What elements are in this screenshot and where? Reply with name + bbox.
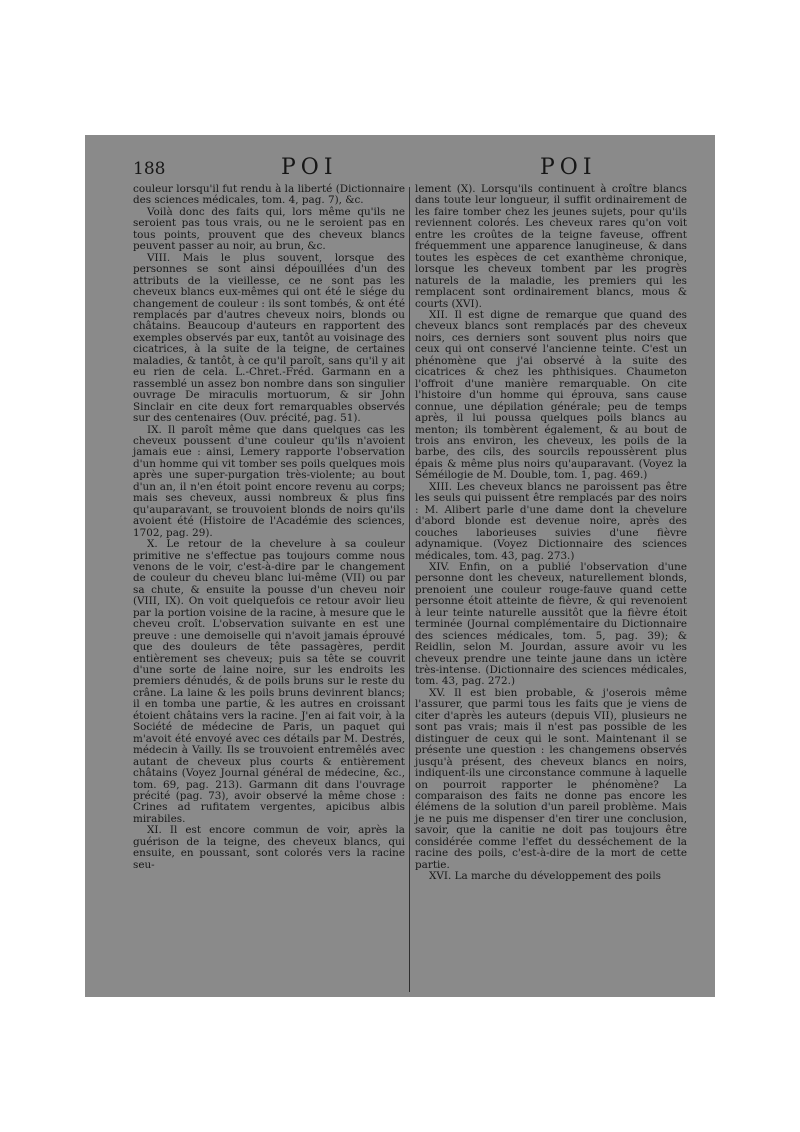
running-head-right: POI: [540, 155, 597, 180]
page-header: [133, 155, 713, 185]
paragraph: lement (X). Lorsqu'ils continuent à croître blancs dans toute leur longueur, il suffit ordinairement de les faire tomber chez les jeunes sujets, pour qu'ils reviennent colorés. Les cheveux rares qu'on voit entre les croûtes de la teigne faveuse, offrent fréquemment une apparence lanugineuse, & dans toutes les espèces de cet exanthème chronique, lorsque les cheveux tombent par les progrès naturels de la maladie, les premiers qui les remplacent sont ordinairement blancs, mous & courts (XVI).: [415, 183, 687, 310]
page-number: 188: [133, 159, 166, 179]
paragraph: XIV. Enfin, on a publié l'observation d'une personne dont les cheveux, naturellement blonds, prenoient une couleur rouge-fauve quand cette personne étoit atteinte de fièvre, & qui revenoient à leur teinte naturelle aussitôt que la fièvre étoit terminée (Journal complémentaire du Dictionnaire des sciences médicales, tom. 5, pag. 39); & Reidlin, selon M. Jourdan, assure avoir vu les cheveux prendre une teinte jaune dans un ictère très-intense. (Dictionnaire des sciences médicales, tom. 43, pag. 272.): [415, 560, 687, 688]
scanned-page: [85, 135, 715, 997]
paragraph: XV. Il est bien probable, & j'oserois même l'assurer, que parmi tous les faits que je viens de citer d'après les auteurs (depuis VII), plusieurs ne sont pas vrais; mais il n'est pas possible de les distinguer de ceux qui le sont. Maintenant il se présente une question : les changemens observés jusqu'à présent, des cheveux blancs en noirs, indiquent-ils une circonstance commune à laquelle on pourroit rapporter le phénomène? La comparaison des faits ne donne pas encore les élémens de la solution d'un pareil problème. Mais je ne puis me dispenser d'en tirer une conclusion, savoir, que la canitie ne doit pas toujours être considérée comme l'effet du desséchement de la racine des poils, c'est-à-dire de la mort de cette partie.: [415, 686, 687, 871]
left-column: [133, 184, 405, 871]
paragraph: X. Le retour de la chevelure à sa couleur primitive ne s'effectue pas toujours comme nous venons de le voir, c'est-à-dire par le changement de couleur du cheveu blanc lui-même (VII) ou par sa chute, & ensuite la pousse d'un cheveu noir (VIII, IX). On voit quelquefois ce retour avoir lieu par la portion voisine de la racine, à mesure que le cheveu croît. L'observation suivante en est une preuve : une demoiselle qui n'avoit jamais éprouvé que des douleurs de tête passagères, perdit entièrement ses cheveux; puis sa tête se couvrit d'une sorte de laine noire, sur les endroits les premiers dénudés, & de poils bruns sur le reste du crâne. La laine & les poils bruns devinrent blancs; il en tomba une partie, & les autres en croissant étoient châtains vers la racine. J'en ai fait voir, à la Société de médecine de Paris, un paquet qui m'avoit été envoyé avec ces détails par M. Destrés, médecin à Vailly. Ils se trouvoient entremêlés avec autant de cheveux plus courts & entièrement châtains (Voyez Journal général de médecine, &c., tom. 69, pag. 213). Garmann dit dans l'ouvrage précité (pag. 73), avoir observé la même chose : Crines ad rufitatem vergentes, apicibus albis mirabiles.: [133, 538, 405, 825]
paragraph: VIII. Mais le plus souvent, lorsque des personnes se sont ainsi dépouillées d'un des attributs de la vieillesse, ce ne sont pas les cheveux blancs eux-mêmes qui ont été le siége du changement de couleur : ils sont tombés, & ont été remplacés par d'autres cheveux noirs, blonds ou châtains. Beaucoup d'auteurs en rapportent des exemples observés par eux, tantôt au voisinage des cicatrices, à la suite de la teigne, de certaines maladies, & tantôt, à ce qu'il paroît, sans qu'il y ait eu rien de cela. L.-Chret.-Fréd. Garmann en a rassemblé un assez bon nombre dans son singulier ouvrage De miraculis mortuorum, & sir John Sinclair en cite deux fort remarquables observés sur des centenaires (Ouv. précité, pag. 51).: [133, 251, 405, 425]
running-head-left: POI: [281, 155, 338, 180]
paragraph: XI. Il est encore commun de voir, après la guérison de la teigne, des cheveux blancs, qui ensuite, en poussant, sont colorés vers la racine seu-: [133, 824, 405, 871]
right-column: [415, 184, 687, 883]
paragraph: couleur lorsqu'il fut rendu à la liberté (Dictionnaire des sciences médicales, tom. 4, pag. 7), &c.: [133, 183, 405, 207]
column-divider: [409, 187, 410, 992]
paragraph: XIII. Les cheveux blancs ne paroissent pas être les seuls qui puissent être remplacés par des noirs : M. Alibert parle d'une dame dont la chevelure d'abord blonde est devenue noire, après des couches laborieuses suivies d'une fièvre adynamique. (Voyez Dictionnaire des sciences médicales, tom. 43, pag. 273.): [415, 480, 687, 562]
paragraph: Voilà donc des faits qui, lors même qu'ils ne seroient pas tous vrais, ou ne le seroient pas en tous points, prouvent que des cheveux blancs peuvent passer au noir, au brun, &c.: [133, 205, 405, 253]
paragraph: IX. Il paroît même que dans quelques cas les cheveux poussent d'une couleur qu'ils n'avoient jamais eue : ainsi, Lemery rapporte l'observation d'un homme qui vit tomber ses poils quelques mois après une super-purgation très-violente; au bout d'un an, il n'en étoit point encore revenu au corps; mais ses cheveux, aussi nombreux & plus fins qu'auparavant, se trouvoient blonds de noirs qu'ils avoient été (Histoire de l'Académie des sciences, 1702, pag. 29).: [133, 423, 405, 539]
paragraph: XVI. La marche du développement des poils: [429, 870, 661, 883]
paragraph: XII. Il est digne de remarque que quand des cheveux blancs sont remplacés par des cheveux noirs, ces derniers sont souvent plus noirs que ceux qui ont conservé l'ancienne teinte. C'est un phénomène que j'ai observé à la suite des cicatrices & chez les phthisiques. Chaumeton l'offroit d'une manière remarquable. On cite l'histoire d'un homme qui éprouva, sans cause connue, une dépilation générale; peu de temps après, il lui poussa quelques poils blancs au menton; ils tombèrent également, & au bout de trois ans environ, les cheveux, les poils de la barbe, des cils, des sourcils repoussèrent plus épais & même plus noirs qu'auparavant. (Voyez la Séméilogie de M. Double, tom. 1, pag. 469.): [415, 308, 687, 482]
